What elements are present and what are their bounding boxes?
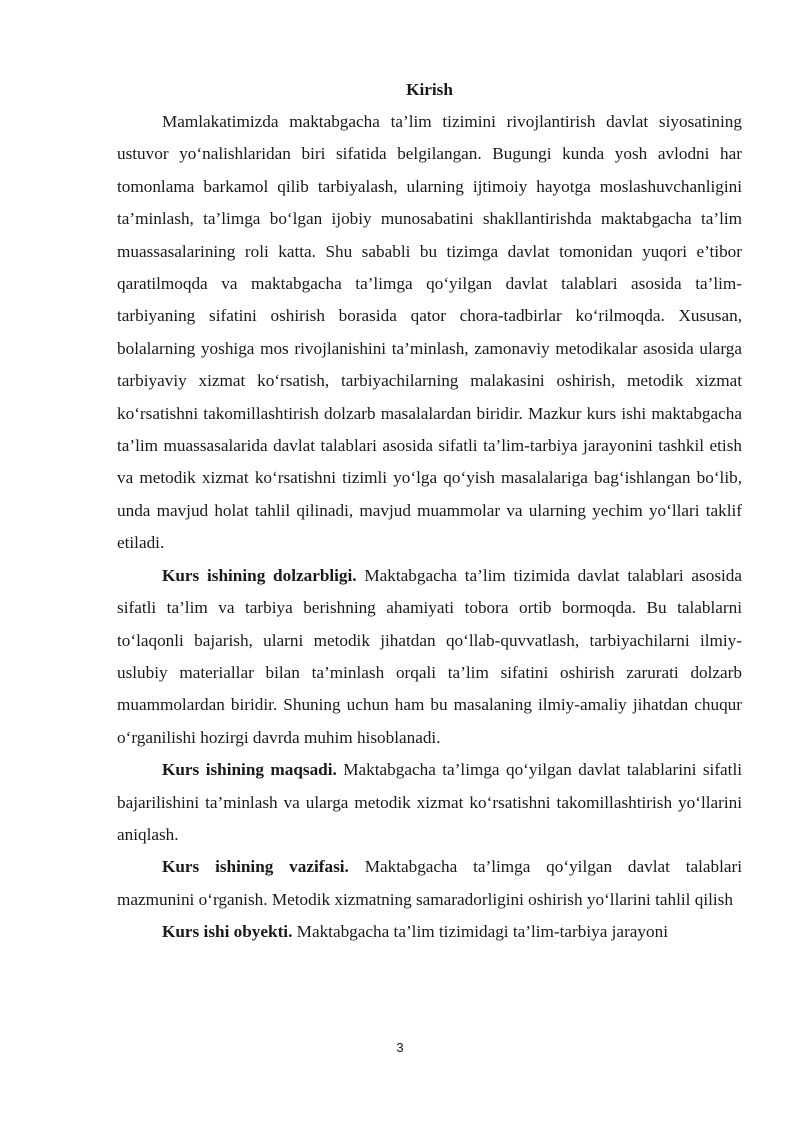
task-paragraph: [117, 851, 742, 916]
task-label: Kurs ishining vazifasi.: [162, 857, 349, 877]
page-number: 3: [396, 1040, 404, 1055]
object-paragraph: [117, 916, 742, 948]
object-label: Kurs ishi obyekti.: [162, 922, 293, 942]
relevance-label: Kurs ishining dolzarbligi.: [162, 565, 357, 585]
page-content: [117, 76, 742, 949]
goal-label: Kurs ishining maqsadi.: [162, 760, 337, 780]
relevance-text: Maktabgacha ta’lim tizimida davlat talablari asosida sifatli ta’lim va tarbiya berishning ahamiyati tobora ortib bormoqda. Bu talablarni to‘laqonli bajarish, ularni metodik jihatdan qo‘llab-quvvatlash, tarbiyachilarni ilmiy-uslubiy materiallar bilan ta’minlash orqali ta’lim sifatini oshirish zarurati dolzarb muammolardan biridir. Shuning uchun ham bu masalaning ilmiy-amaliy jihatdan chuqur o‘rganilishi hozirgi davrda muhim hisoblanadi.: [117, 565, 743, 747]
object-text: Maktabgacha ta’lim tizimidagi ta’lim-tarbiya jarayoni: [296, 922, 668, 942]
goal-paragraph: [117, 754, 742, 851]
relevance-paragraph: [117, 560, 742, 754]
task-text: Maktabgacha ta’limga qo‘yilgan davlat talablari mazmunini o‘rganish. Metodik xizmatning samaradorligini oshirish yo‘llarini tahlil qilish: [117, 857, 742, 909]
section-title: Kirish: [406, 80, 453, 99]
intro-paragraph: Mamlakatimizda maktabgacha ta’lim tizimini rivojlantirish davlat siyosatining ustuvor yo‘nalishlaridan biri sifatida belgilangan. Bugungi kunda yosh avlodni har tomonlama barkamol qilib tarbiyalash, ularning ijtimoiy hayotga moslashuvchanligini ta’minlash, ta’limga bo‘lgan ijobiy munosabatini shakllantirishda maktabgacha ta’lim muassasalarining roli katta. Shu sababli bu tizimga davlat tomonidan yuqori e’tibor qaratilmoqda va maktabgacha ta’limga qo‘yilgan davlat talablari asosida ta’lim-tarbiyaning sifatini oshirish borasida qator chora-tadbirlar ko‘rilmoqda. Xususan, bolalarning yoshiga mos rivojlanishini ta’minlash, zamonaviy metodikalar asosida ularga tarbiyaviy xizmat ko‘rsatish, tarbiyachilarning malakasini oshirish, metodik xizmat ko‘rsatishni takomillashtirish dolzarb masalalardan biridir. Mazkur kurs ishi maktabgacha ta’lim muassasalarida davlat talablari asosida sifatli ta’lim-tarbiya jarayonini tashkil etish va metodik xizmat ko‘rsatishni tizimli yo‘lga qo‘yish masalalariga bag‘ishlangan bo‘lib, unda mavjud holat tahlil qilinadi, mavjud muammolar va ularning yechim yo‘llari taklif etiladi.: [117, 112, 742, 553]
goal-text: Maktabgacha ta’limga qo‘yilgan davlat talablarini sifatli bajarilishini ta’minlash va ularga metodik xizmat ko‘rsatishni takomillashtirish yo‘llarini aniqlash.: [117, 760, 743, 844]
